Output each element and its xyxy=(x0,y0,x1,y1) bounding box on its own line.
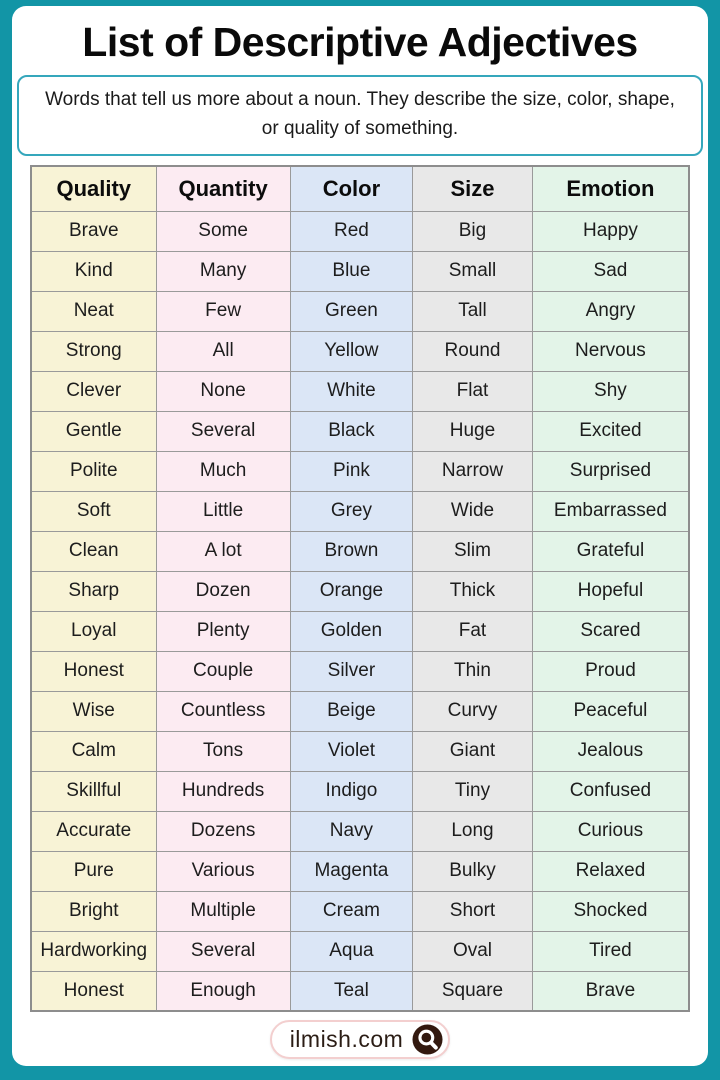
table-cell: Long xyxy=(413,811,533,851)
table-cell: Narrow xyxy=(413,451,533,491)
table-row xyxy=(31,651,689,691)
column-header-quality: Quality xyxy=(31,166,156,211)
table-cell: Neat xyxy=(31,291,156,331)
table-cell: Thin xyxy=(413,651,533,691)
table-body xyxy=(31,211,689,1011)
table-cell: Tall xyxy=(413,291,533,331)
table-cell: Jealous xyxy=(532,731,689,771)
table-cell: Orange xyxy=(290,571,412,611)
table-cell: Gentle xyxy=(31,411,156,451)
table-row xyxy=(31,371,689,411)
table-cell: Tons xyxy=(156,731,290,771)
table-cell: Giant xyxy=(413,731,533,771)
table-cell: Tired xyxy=(532,931,689,971)
table-cell: Magenta xyxy=(290,851,412,891)
table-cell: Various xyxy=(156,851,290,891)
table-cell: Wise xyxy=(31,691,156,731)
table-cell: Multiple xyxy=(156,891,290,931)
table-row xyxy=(31,731,689,771)
table-cell: Yellow xyxy=(290,331,412,371)
table-cell: Proud xyxy=(532,651,689,691)
description-text: Words that tell us more about a noun. They describe the size, color, shape, or quality of something. xyxy=(45,89,675,139)
table-cell: Many xyxy=(156,251,290,291)
column-header-quantity: Quantity xyxy=(156,166,290,211)
table-cell: Pink xyxy=(290,451,412,491)
table-cell: Honest xyxy=(31,971,156,1011)
table-cell: Oval xyxy=(413,931,533,971)
table-cell: Indigo xyxy=(290,771,412,811)
table-row xyxy=(31,691,689,731)
table-cell: Clean xyxy=(31,531,156,571)
table-cell: Black xyxy=(290,411,412,451)
table-row xyxy=(31,251,689,291)
table-row xyxy=(31,971,689,1011)
table-cell: Several xyxy=(156,411,290,451)
table-cell: Embarrassed xyxy=(532,491,689,531)
table-cell: Green xyxy=(290,291,412,331)
table-cell: Brown xyxy=(290,531,412,571)
table-cell: Polite xyxy=(31,451,156,491)
table-cell: Enough xyxy=(156,971,290,1011)
table-cell: Several xyxy=(156,931,290,971)
table-cell: Angry xyxy=(532,291,689,331)
table-cell: Plenty xyxy=(156,611,290,651)
table-cell: Cream xyxy=(290,891,412,931)
table-cell: Excited xyxy=(532,411,689,451)
table-row xyxy=(31,211,689,251)
table-row xyxy=(31,331,689,371)
table-cell: Blue xyxy=(290,251,412,291)
table-cell: Much xyxy=(156,451,290,491)
table-row xyxy=(31,891,689,931)
table-cell: Peaceful xyxy=(532,691,689,731)
table-cell: Dozens xyxy=(156,811,290,851)
table-cell: Little xyxy=(156,491,290,531)
table-cell: Relaxed xyxy=(532,851,689,891)
table-cell: Some xyxy=(156,211,290,251)
table-cell: Clever xyxy=(31,371,156,411)
column-header-size: Size xyxy=(413,166,533,211)
poster-card xyxy=(12,6,708,1066)
table-cell: Beige xyxy=(290,691,412,731)
table-cell: Confused xyxy=(532,771,689,811)
table-cell: Nervous xyxy=(532,331,689,371)
table-row xyxy=(31,931,689,971)
table-cell: Dozen xyxy=(156,571,290,611)
table-cell: Hundreds xyxy=(156,771,290,811)
table-cell: Hopeful xyxy=(532,571,689,611)
table-cell: Wide xyxy=(413,491,533,531)
table-cell: Brave xyxy=(532,971,689,1011)
adjectives-table xyxy=(30,165,690,1012)
magnifier-badge-icon xyxy=(412,1024,443,1055)
table-row xyxy=(31,531,689,571)
table-cell: Small xyxy=(413,251,533,291)
table-cell: Calm xyxy=(31,731,156,771)
table-cell: Loyal xyxy=(31,611,156,651)
table-cell: Honest xyxy=(31,651,156,691)
table-cell: Kind xyxy=(31,251,156,291)
table-cell: Red xyxy=(290,211,412,251)
table-cell: Huge xyxy=(413,411,533,451)
site-name: ilmish.com xyxy=(289,1026,404,1052)
table-cell: Shy xyxy=(532,371,689,411)
table-cell: Curious xyxy=(532,811,689,851)
table-header xyxy=(31,166,689,211)
table-cell: Grey xyxy=(290,491,412,531)
table-cell: Fat xyxy=(413,611,533,651)
table-cell: Countless xyxy=(156,691,290,731)
site-badge xyxy=(270,1020,451,1059)
table-cell: Hardworking xyxy=(31,931,156,971)
table-cell: Square xyxy=(413,971,533,1011)
column-header-color: Color xyxy=(290,166,412,211)
table-cell: Soft xyxy=(31,491,156,531)
table-cell: Grateful xyxy=(532,531,689,571)
page-title: List of Descriptive Adjectives xyxy=(82,19,638,65)
table-row xyxy=(31,411,689,451)
table-cell: Skillful xyxy=(31,771,156,811)
table-cell: Aqua xyxy=(290,931,412,971)
description-box xyxy=(17,75,703,156)
table-cell: Thick xyxy=(413,571,533,611)
table-row xyxy=(31,611,689,651)
table-cell: White xyxy=(290,371,412,411)
table-cell: Sad xyxy=(532,251,689,291)
table-cell: Brave xyxy=(31,211,156,251)
table-cell: Teal xyxy=(290,971,412,1011)
table-cell: Surprised xyxy=(532,451,689,491)
table-cell: Happy xyxy=(532,211,689,251)
table-cell: A lot xyxy=(156,531,290,571)
table-cell: Flat xyxy=(413,371,533,411)
table-cell: Round xyxy=(413,331,533,371)
table-row xyxy=(31,851,689,891)
table-cell: Pure xyxy=(31,851,156,891)
table-row xyxy=(31,811,689,851)
table-row xyxy=(31,291,689,331)
table-cell: Slim xyxy=(413,531,533,571)
table-cell: Couple xyxy=(156,651,290,691)
table-row xyxy=(31,771,689,811)
footer xyxy=(12,1012,708,1069)
table-cell: Tiny xyxy=(413,771,533,811)
table-cell: Big xyxy=(413,211,533,251)
table-cell: Few xyxy=(156,291,290,331)
table-cell: Golden xyxy=(290,611,412,651)
table-cell: Silver xyxy=(290,651,412,691)
table-cell: Curvy xyxy=(413,691,533,731)
table-cell: Bulky xyxy=(413,851,533,891)
table-header-row xyxy=(31,166,689,211)
table-cell: Violet xyxy=(290,731,412,771)
adjectives-table-container xyxy=(30,165,690,1012)
table-cell: Strong xyxy=(31,331,156,371)
table-cell: Short xyxy=(413,891,533,931)
table-cell: None xyxy=(156,371,290,411)
table-row xyxy=(31,491,689,531)
table-row xyxy=(31,571,689,611)
table-cell: Sharp xyxy=(31,571,156,611)
table-cell: Bright xyxy=(31,891,156,931)
table-cell: Scared xyxy=(532,611,689,651)
table-cell: Accurate xyxy=(31,811,156,851)
column-header-emotion: Emotion xyxy=(532,166,689,211)
table-cell: Navy xyxy=(290,811,412,851)
table-row xyxy=(31,451,689,491)
table-cell: All xyxy=(156,331,290,371)
table-cell: Shocked xyxy=(532,891,689,931)
